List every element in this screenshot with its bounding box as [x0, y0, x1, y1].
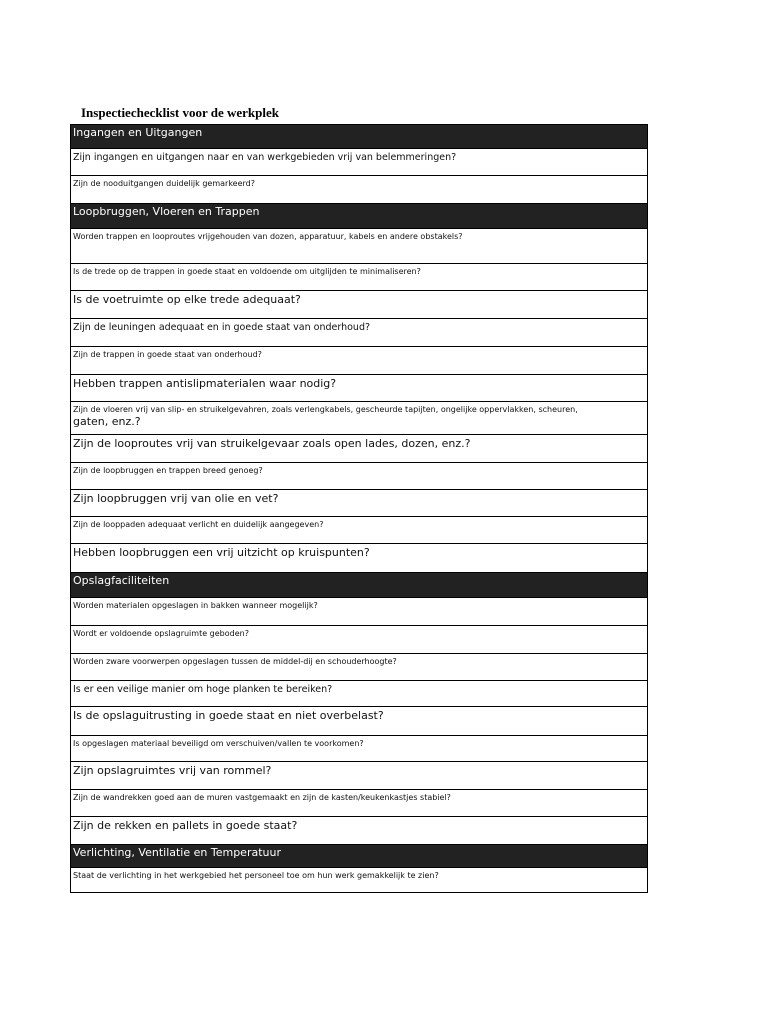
checklist-item: Zijn de looppaden adequaat verlicht en duidelijk aangegeven? [71, 517, 647, 544]
checklist-item: Worden zware voorwerpen opgeslagen tussen de middel-dij en schouderhoogte? [71, 654, 647, 681]
checklist-item: Is opgeslagen materiaal beveiligd om verschuiven/vallen te voorkomen? [71, 736, 647, 762]
checklist-item: Zijn opslagruimtes vrij van rommel? [71, 762, 647, 790]
checklist-item: Staat de verlichting in het werkgebied het personeel toe om hun werk gemakkelijk te zien? [71, 868, 647, 893]
inspection-checklist-table [70, 124, 648, 893]
checklist-item: Zijn de leuningen adequaat en in goede staat van onderhoud? [71, 319, 647, 347]
checklist-item: Zijn de trappen in goede staat van onderhoud? [71, 347, 647, 375]
checklist-item-wrapped [71, 402, 647, 435]
checklist-item-line: gaten, enz.? [73, 415, 141, 428]
checklist-item: Zijn de wandrekken goed aan de muren vastgemaakt en zijn de kasten/keukenkastjes stabiel? [71, 790, 647, 817]
checklist-item: Worden materialen opgeslagen in bakken wanneer mogelijk? [71, 598, 647, 626]
checklist-item: Is er een veilige manier om hoge planken te bereiken? [71, 681, 647, 707]
checklist-item: Wordt er voldoende opslagruimte geboden? [71, 626, 647, 654]
section-header-entrances: Ingangen en Uitgangen [71, 125, 647, 149]
checklist-item-line: Zijn de vloeren vrij van slip- en struikelgevahren, zoals verlengkabels, gescheurde tapijten, ongelijke oppervlakken, scheuren, [73, 405, 578, 414]
section-header-walkways: Loopbruggen, Vloeren en Trappen [71, 204, 647, 229]
checklist-item: Hebben loopbruggen een vrij uitzicht op kruispunten? [71, 544, 647, 573]
checklist-item: Is de voetruimte op elke trede adequaat? [71, 291, 647, 319]
checklist-item: Is de opslaguitrusting in goede staat en niet overbelast? [71, 707, 647, 736]
checklist-item: Zijn de looproutes vrij van struikelgevaar zoals open lades, dozen, enz.? [71, 435, 647, 463]
checklist-item: Hebben trappen antislipmaterialen waar nodig? [71, 375, 647, 402]
page-title: Inspectiechecklist voor de werkplek [81, 105, 279, 120]
section-header-lighting: Verlichting, Ventilatie en Temperatuur [71, 845, 647, 868]
checklist-item: Zijn de loopbruggen en trappen breed genoeg? [71, 463, 647, 490]
section-header-storage: Opslagfaciliteiten [71, 573, 647, 598]
checklist-item: Zijn loopbruggen vrij van olie en vet? [71, 490, 647, 517]
checklist-item: Worden trappen en looproutes vrijgehouden van dozen, apparatuur, kabels en andere obstakels? [71, 229, 647, 264]
checklist-item: Zijn de rekken en pallets in goede staat? [71, 817, 647, 845]
checklist-item: Is de trede op de trappen in goede staat en voldoende om uitglijden te minimaliseren? [71, 264, 647, 291]
checklist-item: Zijn de nooduitgangen duidelijk gemarkeerd? [71, 176, 647, 204]
checklist-item: Zijn ingangen en uitgangen naar en van werkgebieden vrij van belemmeringen? [71, 149, 647, 176]
